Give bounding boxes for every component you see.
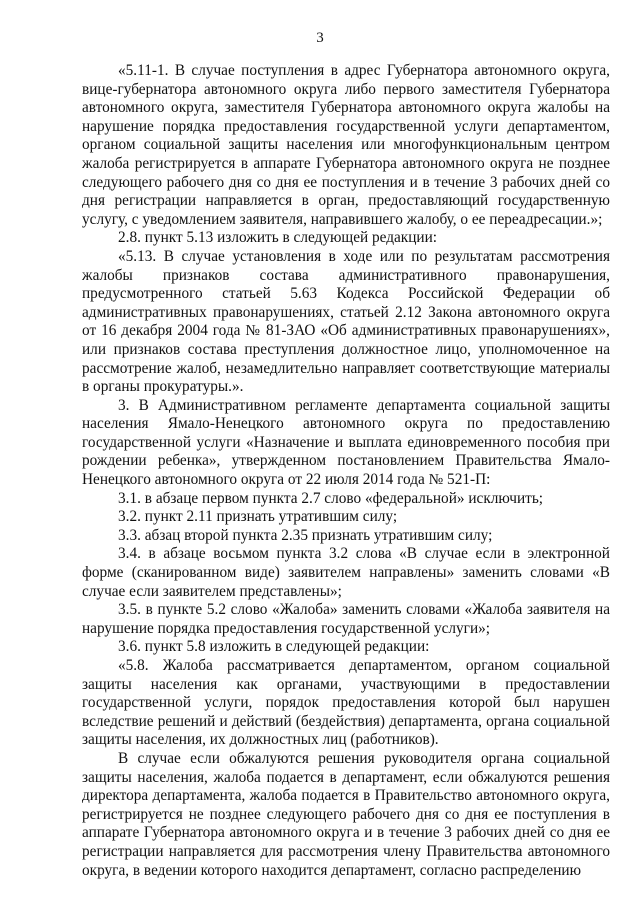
paragraph-3-1: 3.1. в абзаце первом пункта 2.7 слово «федеральной» исключить; xyxy=(118,489,544,507)
paragraph-5-13: «5.13. В случае установления в ходе или по результатам рассмотрения жалобы признаков состава административного правонарушения, предусмотренного статьей 5.63 Кодекса Российской Федерации об административных правонарушениях, статьей 2.12 Закона автономного округа от 16 декабря 2004 года № 81-ЗАО «Об административных правонарушениях», или признаков состава преступления должностное лицо, уполномоченное на рассмотрение жалоб, незамедлительно направляет соответствующие материалы в органы прокуратуры.». xyxy=(82,247,610,396)
document-body xyxy=(82,62,610,880)
paragraph-3-3: 3.3. абзац второй пункта 2.35 признать утратившим силу; xyxy=(118,526,493,544)
page-number: 3 xyxy=(316,30,324,46)
paragraph-5-11-1: «5.11-1. В случае поступления в адрес Губернатора автономного округа, вице-губернатора автономного округа либо первого заместителя Губернатора автономного округа, заместителя Губернатора автономного округа жалобы на нарушение порядка предоставления государственной услуги департаментом, органом социальной защиты населения или многофункциональным центром жалоба регистрируется в аппарате Губернатора автономного округа не позднее следующего рабочего дня со дня ее поступления и в течение 3 рабочих дней со дня регистрации направляется в орган, предоставляющий государственную услугу, с уведомлением заявителя, направившего жалобу, о ее переадресации.»; xyxy=(82,62,610,228)
paragraph-5-8: «5.8. Жалоба рассматривается департаментом, органом социальной защиты населения как органами, участвующими в предоставлении государственной услуги, порядок предоставления которой был нарушен вследствие решений и действий (бездействия) департамента, органа социальной защиты населения, их должностных лиц (работников). xyxy=(82,657,610,749)
paragraph-3: 3. В Административном регламенте департамента социальной защиты населения Ямало-Ненецкого автономного округа по предоставлению государственной услуги «Назначение и выплата единовременного пособия при рождении ребенка», утвержденном постановлением Правительства Ямало-Ненецкого автономного округа от 22 июля 2014 года № 521-П: xyxy=(82,396,610,489)
paragraph-3-6: 3.6. пункт 5.8 изложить в следующей редакции: xyxy=(118,638,430,656)
paragraph-2-8: 2.8. пункт 5.13 изложить в следующей редакции: xyxy=(118,229,438,247)
paragraph-3-5: 3.5. в пункте 5.2 слово «Жалоба» заменить словами «Жалоба заявителя на нарушение порядка предоставления государственной услуги»; xyxy=(82,601,610,637)
paragraph-3-2: 3.2. пункт 2.11 признать утратившим силу; xyxy=(118,508,398,526)
paragraph-appeal: В случае если обжалуются решения руководителя органа социальной защиты населения, жалоба подается в департамент, если обжалуются решения директора департамента, жалоба подается в Правительство автономного округа, регистрируется не позднее следующего рабочего дня со дня ее поступления в аппарате Губернатора автономного округа и в течение 3 рабочих дней со дня ее регистрации направляется для рассмотрения члену Правительства автономного округа, в ведении которого находится департамент, согласно распределению xyxy=(82,749,610,879)
paragraph-3-4: 3.4. в абзаце восьмом пункта 3.2 слова «В случае если в электронной форме (сканированном виде) заявителем направлены» заменить словами «В случае если заявителем представлены»; xyxy=(82,545,610,600)
